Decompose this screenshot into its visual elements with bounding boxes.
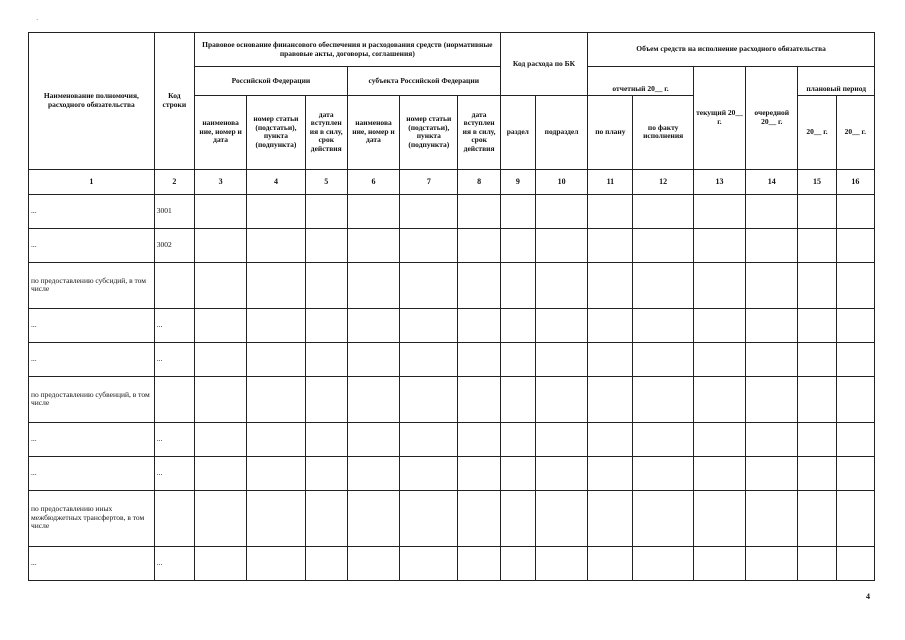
- table-row: [29, 456, 875, 490]
- empty-cell: [693, 228, 745, 262]
- empty-cell: [194, 194, 246, 228]
- empty-cell: [305, 308, 347, 342]
- empty-cell: [633, 228, 693, 262]
- empty-cell: [535, 194, 587, 228]
- row-name: ...: [29, 546, 155, 580]
- empty-cell: [458, 546, 500, 580]
- empty-cell: [798, 422, 836, 456]
- empty-cell: [194, 342, 246, 376]
- empty-cell: [746, 308, 798, 342]
- column-number: 15: [798, 169, 836, 194]
- empty-cell: [500, 376, 535, 422]
- column-number: 14: [746, 169, 798, 194]
- empty-cell: [458, 228, 500, 262]
- empty-cell: [633, 422, 693, 456]
- empty-cell: [588, 262, 633, 308]
- empty-cell: [247, 262, 305, 308]
- table-row: [29, 342, 875, 376]
- empty-cell: [194, 422, 246, 456]
- empty-cell: [588, 490, 633, 546]
- empty-cell: [347, 456, 399, 490]
- empty-cell: [400, 308, 458, 342]
- empty-cell: [693, 262, 745, 308]
- empty-cell: [305, 422, 347, 456]
- header-subj-doc: наименова ние, номер и дата: [347, 95, 399, 169]
- column-number: 9: [500, 169, 535, 194]
- empty-cell: [588, 456, 633, 490]
- empty-cell: [746, 262, 798, 308]
- empty-cell: [588, 228, 633, 262]
- header-subject-rf: субъекта Российской Федерации: [347, 67, 500, 96]
- empty-cell: [458, 342, 500, 376]
- empty-cell: [588, 376, 633, 422]
- empty-cell: [305, 342, 347, 376]
- empty-cell: [194, 376, 246, 422]
- row-name: ...: [29, 308, 155, 342]
- empty-cell: [836, 546, 874, 580]
- empty-cell: [194, 308, 246, 342]
- empty-cell: [588, 342, 633, 376]
- empty-cell: [535, 308, 587, 342]
- empty-cell: [347, 194, 399, 228]
- empty-cell: [693, 308, 745, 342]
- header-rf-article: номер статьи (подстатьи), пункта (подпункта): [247, 95, 305, 169]
- empty-cell: [798, 308, 836, 342]
- empty-cell: [535, 422, 587, 456]
- empty-cell: [247, 422, 305, 456]
- empty-cell: [798, 228, 836, 262]
- page-number: 4: [866, 592, 870, 601]
- empty-cell: [247, 342, 305, 376]
- header-legal-basis: Правовое основание финансового обеспечения и расходования средств (нормативные правовые акты, договоры, соглашения): [194, 33, 500, 67]
- empty-cell: [458, 422, 500, 456]
- empty-cell: [500, 194, 535, 228]
- empty-cell: [746, 376, 798, 422]
- empty-cell: [305, 194, 347, 228]
- empty-cell: [400, 342, 458, 376]
- empty-cell: [746, 228, 798, 262]
- table-row: [29, 422, 875, 456]
- header-subj-date: дата вступлен ия в силу, срок действия: [458, 95, 500, 169]
- column-number: 7: [400, 169, 458, 194]
- empty-cell: [693, 546, 745, 580]
- header-rf: Российской Федерации: [194, 67, 347, 96]
- empty-cell: [458, 490, 500, 546]
- empty-cell: [400, 228, 458, 262]
- empty-cell: [836, 422, 874, 456]
- empty-cell: [400, 194, 458, 228]
- empty-cell: [247, 456, 305, 490]
- empty-cell: [633, 376, 693, 422]
- empty-cell: [194, 228, 246, 262]
- row-name: ...: [29, 228, 155, 262]
- column-number: 3: [194, 169, 246, 194]
- empty-cell: [633, 194, 693, 228]
- empty-cell: [836, 308, 874, 342]
- header-planning-period: плановый период: [798, 67, 875, 96]
- empty-cell: [400, 490, 458, 546]
- row-code: ...: [154, 308, 194, 342]
- row-name: ...: [29, 194, 155, 228]
- empty-cell: [500, 546, 535, 580]
- table-row: [29, 490, 875, 546]
- empty-cell: [588, 194, 633, 228]
- empty-cell: [347, 228, 399, 262]
- empty-cell: [633, 456, 693, 490]
- column-number: 16: [836, 169, 874, 194]
- empty-cell: [798, 262, 836, 308]
- row-name: ...: [29, 342, 155, 376]
- row-code: 3002: [154, 228, 194, 262]
- empty-cell: [633, 262, 693, 308]
- empty-cell: [836, 194, 874, 228]
- header-bk-code: Код расхода по БК: [500, 33, 588, 96]
- empty-cell: [500, 456, 535, 490]
- empty-cell: [798, 194, 836, 228]
- empty-cell: [194, 262, 246, 308]
- empty-cell: [588, 308, 633, 342]
- row-code: ...: [154, 456, 194, 490]
- empty-cell: [798, 342, 836, 376]
- empty-cell: [836, 262, 874, 308]
- empty-cell: [633, 342, 693, 376]
- empty-cell: [633, 308, 693, 342]
- empty-cell: [500, 262, 535, 308]
- empty-cell: [746, 456, 798, 490]
- header-actual: по факту исполнения: [633, 95, 693, 169]
- empty-cell: [458, 376, 500, 422]
- empty-cell: [400, 376, 458, 422]
- empty-cell: [633, 490, 693, 546]
- header-by-plan: по плану: [588, 95, 633, 169]
- empty-cell: [746, 490, 798, 546]
- empty-cell: [247, 376, 305, 422]
- empty-cell: [458, 308, 500, 342]
- empty-cell: [305, 546, 347, 580]
- empty-cell: [746, 194, 798, 228]
- column-number: 6: [347, 169, 399, 194]
- row-code: [154, 490, 194, 546]
- empty-cell: [400, 422, 458, 456]
- empty-cell: [693, 194, 745, 228]
- empty-cell: [247, 228, 305, 262]
- empty-cell: [588, 546, 633, 580]
- empty-cell: [798, 456, 836, 490]
- empty-cell: [500, 490, 535, 546]
- row-code: ...: [154, 422, 194, 456]
- empty-cell: [693, 490, 745, 546]
- empty-cell: [746, 546, 798, 580]
- table-row: [29, 228, 875, 262]
- header-rf-doc: наименова ние, номер и дата: [194, 95, 246, 169]
- empty-cell: [500, 308, 535, 342]
- empty-cell: [458, 456, 500, 490]
- header-current-year: текущий 20__ г.: [693, 67, 745, 170]
- column-number: 11: [588, 169, 633, 194]
- column-number-row: [29, 169, 875, 194]
- row-code: ...: [154, 546, 194, 580]
- table-row: [29, 376, 875, 422]
- header-plan-year-2: 20__ г.: [836, 95, 874, 169]
- empty-cell: [798, 376, 836, 422]
- empty-cell: [194, 456, 246, 490]
- empty-cell: [500, 422, 535, 456]
- empty-cell: [500, 342, 535, 376]
- row-name: по предоставлению субсидий, в том числе: [29, 262, 155, 308]
- empty-cell: [693, 342, 745, 376]
- empty-cell: [347, 546, 399, 580]
- empty-cell: [836, 376, 874, 422]
- empty-cell: [836, 228, 874, 262]
- table-row: [29, 262, 875, 308]
- empty-cell: [458, 194, 500, 228]
- empty-cell: [305, 228, 347, 262]
- empty-cell: [535, 456, 587, 490]
- empty-cell: [400, 456, 458, 490]
- empty-cell: [458, 262, 500, 308]
- column-number: 8: [458, 169, 500, 194]
- empty-cell: [247, 194, 305, 228]
- column-number: 12: [633, 169, 693, 194]
- row-code: [154, 376, 194, 422]
- row-name: по предоставлению иных межбюджетных трансфертов, в том числе: [29, 490, 155, 546]
- empty-cell: [247, 546, 305, 580]
- column-number: 4: [247, 169, 305, 194]
- expenditure-obligations-table: [28, 32, 875, 581]
- empty-cell: [633, 546, 693, 580]
- header-code: Код строки: [154, 33, 194, 170]
- empty-cell: [693, 376, 745, 422]
- empty-cell: [247, 490, 305, 546]
- row-name: ...: [29, 456, 155, 490]
- empty-cell: [347, 308, 399, 342]
- empty-cell: [535, 228, 587, 262]
- empty-cell: [535, 262, 587, 308]
- empty-cell: [500, 228, 535, 262]
- header-subj-article: номер статьи (подстатьи), пункта (подпункта): [400, 95, 458, 169]
- column-number: 5: [305, 169, 347, 194]
- column-number: 1: [29, 169, 155, 194]
- header-rf-date: дата вступлен ия в силу, срок действия: [305, 95, 347, 169]
- empty-cell: [347, 490, 399, 546]
- empty-cell: [798, 546, 836, 580]
- empty-cell: [535, 376, 587, 422]
- empty-cell: [347, 262, 399, 308]
- empty-cell: [746, 342, 798, 376]
- header-section: раздел: [500, 95, 535, 169]
- empty-cell: [798, 490, 836, 546]
- header-reporting-year: отчетный 20__ г.: [588, 67, 694, 96]
- header-plan-year-1: 20__ г.: [798, 95, 836, 169]
- header-name: Наименование полномочия, расходного обязательства: [29, 33, 155, 170]
- empty-cell: [194, 546, 246, 580]
- empty-cell: [836, 456, 874, 490]
- row-name: ...: [29, 422, 155, 456]
- table-row: [29, 546, 875, 580]
- empty-cell: [535, 342, 587, 376]
- column-number: 13: [693, 169, 745, 194]
- empty-cell: [588, 422, 633, 456]
- empty-cell: [247, 308, 305, 342]
- row-code: ...: [154, 342, 194, 376]
- empty-cell: [693, 456, 745, 490]
- row-name: по предоставлению субвенций, в том числе: [29, 376, 155, 422]
- empty-cell: [400, 546, 458, 580]
- header-subsection: подраздел: [535, 95, 587, 169]
- column-number: 2: [154, 169, 194, 194]
- header-volume: Объем средств на исполнение расходного обязательства: [588, 33, 875, 67]
- empty-cell: [400, 262, 458, 308]
- empty-cell: [305, 456, 347, 490]
- table-row: [29, 308, 875, 342]
- empty-cell: [347, 342, 399, 376]
- empty-cell: [305, 490, 347, 546]
- empty-cell: [347, 376, 399, 422]
- empty-cell: [746, 422, 798, 456]
- empty-cell: [305, 262, 347, 308]
- empty-cell: [836, 490, 874, 546]
- scan-mark: ·: [36, 16, 39, 24]
- column-number: 10: [535, 169, 587, 194]
- table-row: [29, 194, 875, 228]
- empty-cell: [535, 546, 587, 580]
- empty-cell: [693, 422, 745, 456]
- empty-cell: [305, 376, 347, 422]
- row-code: [154, 262, 194, 308]
- row-code: 3001: [154, 194, 194, 228]
- empty-cell: [347, 422, 399, 456]
- empty-cell: [535, 490, 587, 546]
- empty-cell: [194, 490, 246, 546]
- header-next-year: очередной 20__ г.: [746, 67, 798, 170]
- empty-cell: [836, 342, 874, 376]
